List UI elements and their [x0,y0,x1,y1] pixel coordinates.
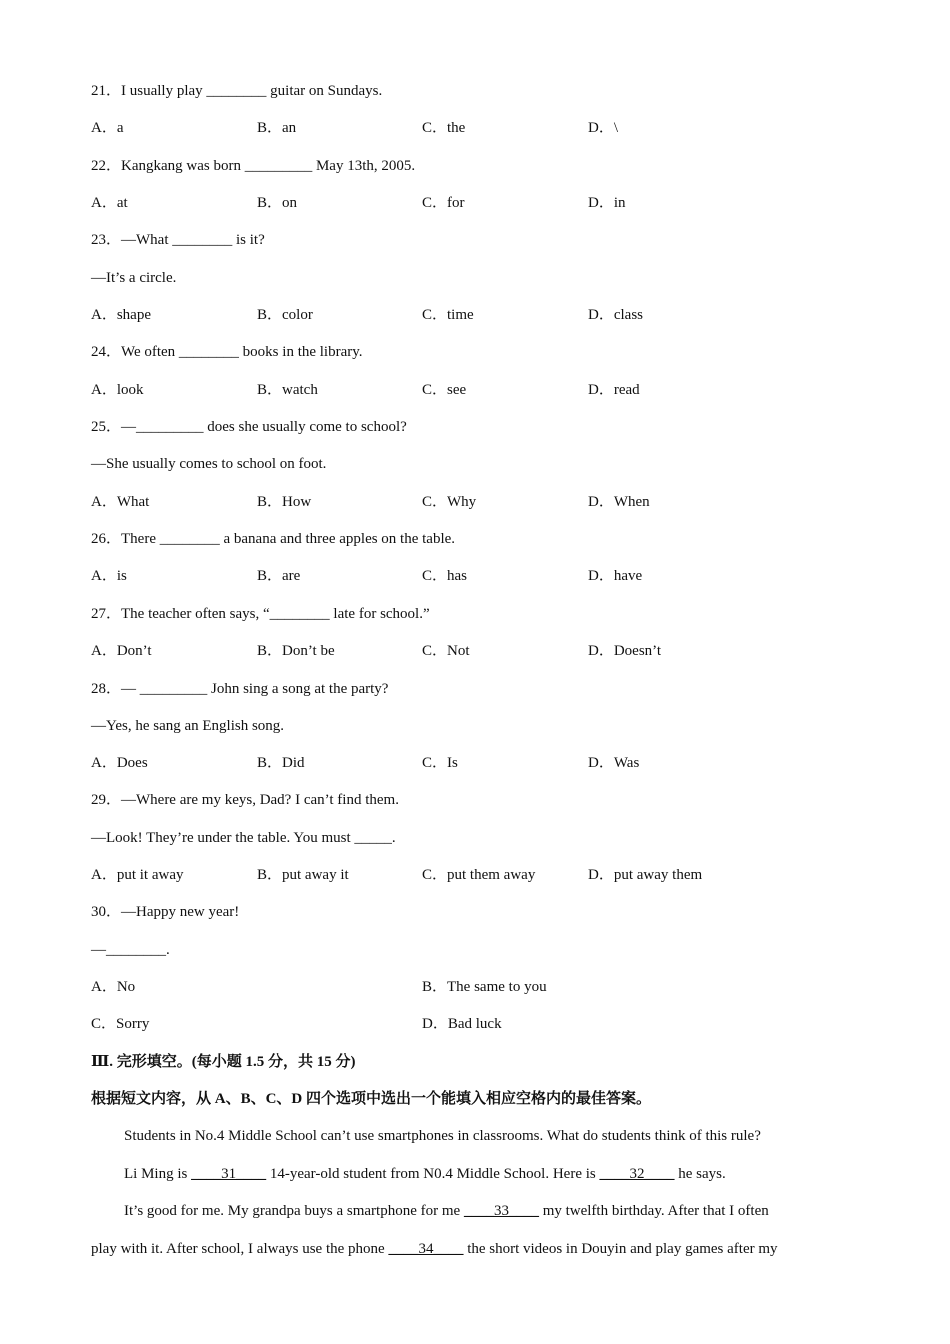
q22-option-a: A．at [91,195,128,211]
blank-32: ____32____ [599,1166,675,1182]
q26-option-a: A．is [91,568,127,584]
q29-option-c: C．put them away [422,867,536,883]
q28-option-b: B．Did [257,755,305,771]
question-23-reply: —It’s a circle. [91,270,177,286]
q24-option-a: A．look [91,382,144,398]
q28-option-a: A．Does [91,755,148,771]
passage-paragraph-3 [124,1201,769,1221]
q22-option-c: C．for [422,195,465,211]
passage-text: It’s good for me. My grandpa buys a smartphone for me [124,1203,464,1219]
question-28-reply: —Yes, he sang an English song. [91,718,285,734]
q30-option-b: B．The same to you [422,979,547,995]
blank-34: ____34____ [388,1241,464,1257]
q27-option-b: B．Don’t be [257,643,335,659]
q28-option-c: C．Is [422,755,458,771]
q28-option-d: D．Was [588,755,640,771]
q23-option-a: A．shape [91,307,151,323]
q24-option-c: C．see [422,382,467,398]
question-25-reply: —She usually comes to school on foot. [91,456,327,472]
question-25-stem: 25．—_________ does she usually come to school? [91,419,407,435]
q25-option-a: A．What [91,494,150,510]
passage-text: he says. [674,1166,726,1182]
question-26-stem: 26．There ________ a banana and three apples on the table. [91,531,456,547]
q21-option-c: C．the [422,120,466,136]
q30-option-c: C．Sorry [91,1016,150,1032]
passage-text: the short videos in Douyin and play games after my [463,1241,778,1257]
q22-option-b: B．on [257,195,298,211]
q30-option-d: D．Bad luck [422,1016,502,1032]
q29-option-d: D．put away them [588,867,703,883]
q23-option-b: B．color [257,307,313,323]
q23-option-d: D．class [588,307,643,323]
question-24-stem: 24．We often ________ books in the library. [91,344,363,360]
question-30-reply: —________. [91,942,170,958]
question-27-stem: 27．The teacher often says, “________ late for school.” [91,606,430,622]
section-3-heading: Ⅲ. 完形填空。(每小题 1.5 分，共 15 分) [91,1054,356,1070]
q26-option-d: D．have [588,568,643,584]
q24-option-d: D．read [588,382,640,398]
question-29-reply: —Look! They’re under the table. You must _____. [91,830,396,846]
passage-text: 14-year-old student from N0.4 Middle School. Here is [266,1166,600,1182]
passage-text: Li Ming is [124,1166,192,1182]
blank-31: ____31____ [191,1166,267,1182]
q21-option-d: D．\ [588,120,619,136]
q23-option-c: C．time [422,307,474,323]
q29-option-a: A．put it away [91,867,184,883]
section-3-instruction: 根据短文内容，从 A、B、C、D 四个选项中选出一个能填入相应空格内的最佳答案。 [91,1091,652,1107]
q24-option-b: B．watch [257,382,318,398]
passage-paragraph-2 [124,1164,726,1184]
passage-paragraph-3-continued [91,1239,778,1259]
q30-option-a: A．No [91,979,136,995]
q27-option-c: C．Not [422,643,470,659]
question-21-stem: 21．I usually play ________ guitar on Sundays. [91,83,383,99]
q22-option-d: D．in [588,195,626,211]
blank-33: ____33____ [463,1203,539,1219]
q25-option-c: C．Why [422,494,477,510]
q26-option-b: B．are [257,568,301,584]
q27-option-d: D．Doesn’t [588,643,662,659]
question-30-stem: 30．—Happy new year! [91,904,240,920]
q21-option-a: A．a [91,120,124,136]
passage-paragraph-1: Students in No.4 Middle School can’t use smartphones in classrooms. What do students think of this rule? [124,1128,761,1144]
passage-text: my twelfth birthday. After that I often [538,1203,769,1219]
q25-option-d: D．When [588,494,650,510]
q29-option-b: B．put away it [257,867,349,883]
question-22-stem: 22．Kangkang was born _________ May 13th, 2005. [91,158,416,174]
q27-option-a: A．Don’t [91,643,152,659]
question-28-stem: 28．— _________ John sing a song at the party? [91,681,389,697]
question-29-stem: 29．—Where are my keys, Dad? I can’t find them. [91,792,399,808]
q26-option-c: C．has [422,568,468,584]
q21-option-b: B．an [257,120,297,136]
question-23-stem: 23．—What ________ is it? [91,232,265,248]
passage-text: play with it. After school, I always use the phone [91,1241,389,1257]
q25-option-b: B．How [257,494,312,510]
